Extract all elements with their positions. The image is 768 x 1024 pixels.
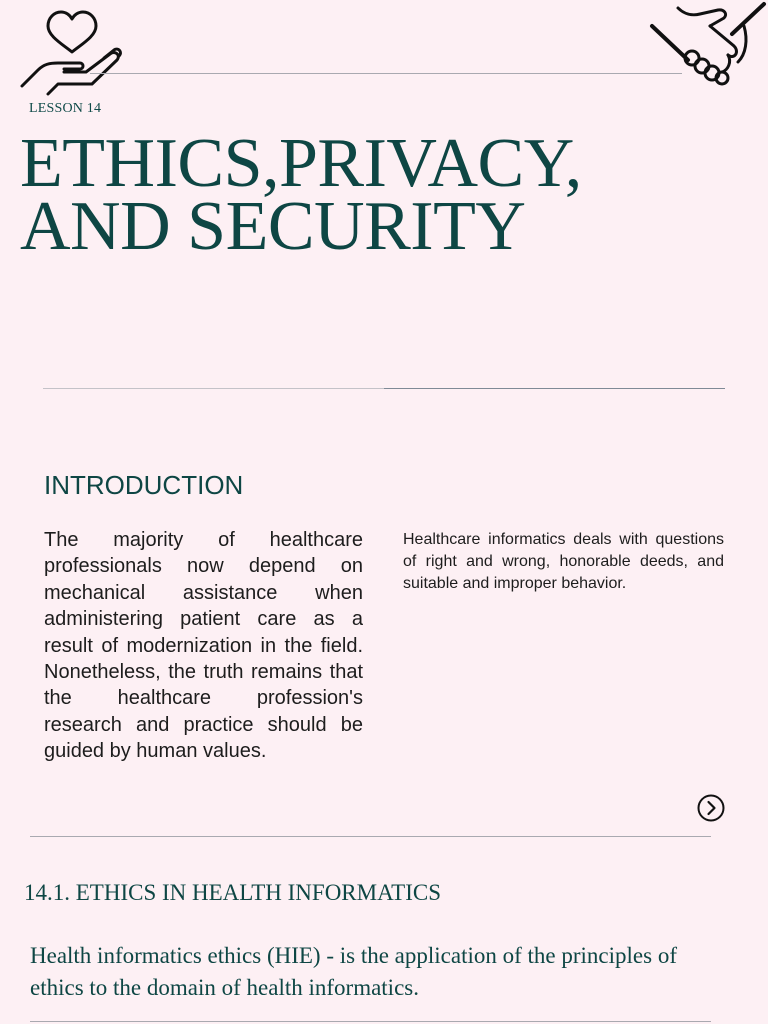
- intro-divider: [30, 836, 711, 837]
- introduction-right-paragraph: Healthcare informatics deals with questions of right and wrong, honorable deeds, and suitable and improper behavior.: [403, 531, 724, 592]
- introduction-heading: INTRODUCTION: [44, 470, 244, 500]
- circle-chevron-right-icon: [699, 796, 724, 821]
- bottom-divider: [30, 1021, 711, 1022]
- section-body: Health informatics ethics (HIE) - is the application of the principles of ethics to the domain of health informatics.: [30, 943, 677, 1000]
- title-divider: [43, 388, 384, 389]
- page-title: [20, 125, 720, 265]
- introduction-left-paragraph: The majority of healthcare professionals now depend on mechanical assistance when administering patient care as a result of modernization in the field. Nonetheless, the truth remains that the healthcare profession's research and practice should be guided by human values.: [44, 529, 363, 763]
- section-heading: 14.1. ETHICS IN HEALTH INFORMATICS: [24, 880, 441, 905]
- title-divider-accent: [384, 388, 725, 389]
- page-title-line-2: AND SECURITY: [20, 188, 526, 265]
- lesson-label: LESSON 14: [29, 101, 102, 116]
- page-title-line-1: ETHICS,PRIVACY,: [20, 125, 582, 202]
- header-rule: [90, 73, 682, 74]
- next-button[interactable]: [697, 794, 725, 822]
- heart-in-hand-icon: [18, 6, 126, 102]
- handshake-icon: [648, 0, 768, 92]
